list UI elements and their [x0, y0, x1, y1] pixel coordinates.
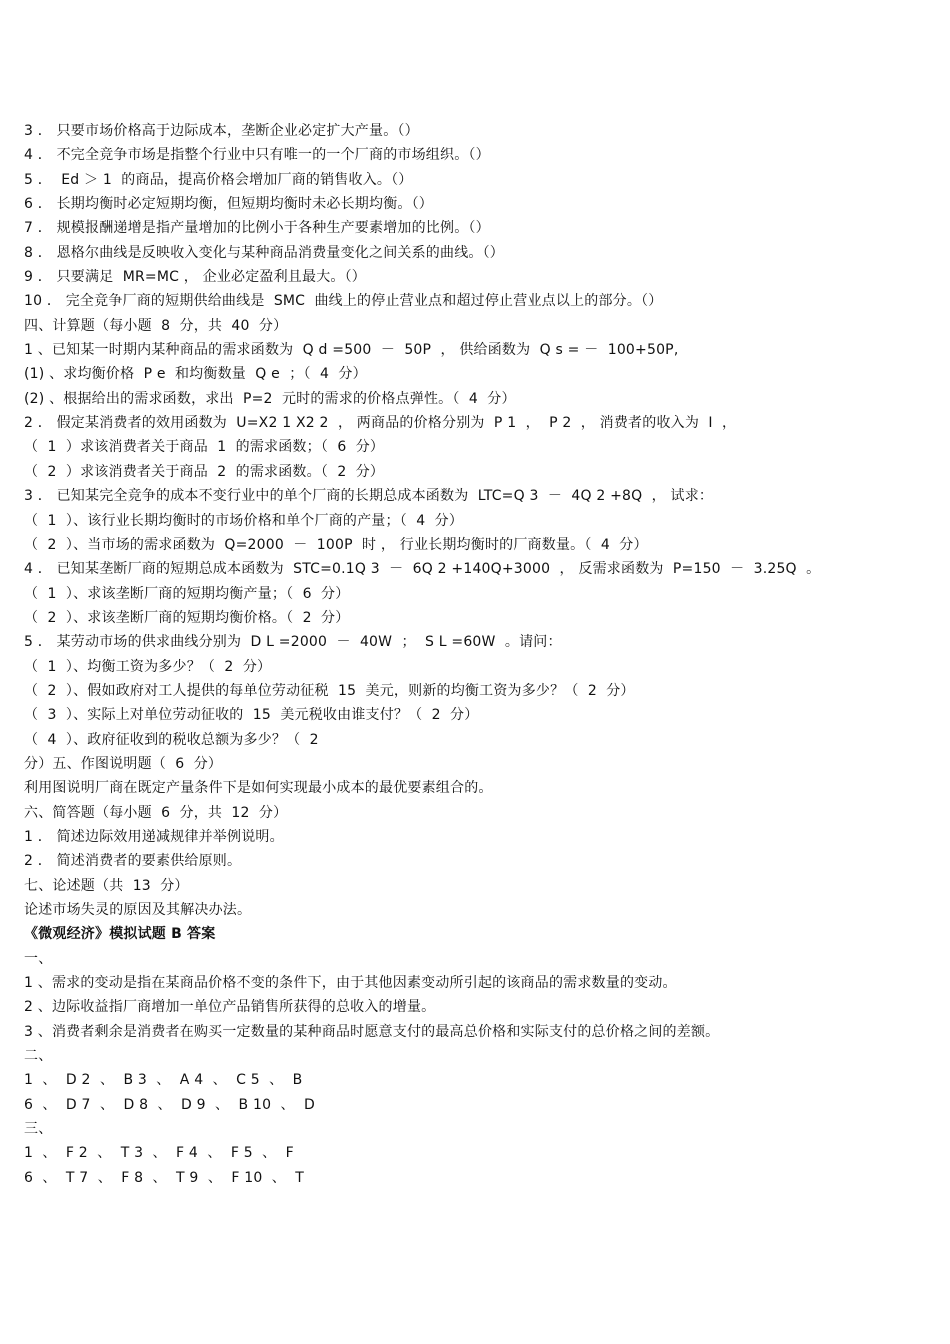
text-line: (2) 、根据给出的需求函数，求出 P=2 元时的需求的价格点弹性。（ 4 分） — [24, 390, 516, 407]
section-heading: 七、论述题（共 13 分） — [24, 877, 189, 894]
text-line: 2 、边际收益指厂商增加一单位产品销售所获得的总收入的增量。 — [24, 999, 436, 1016]
text-line: 4 ． 不完全竞争市场是指整个行业中只有唯一的一个厂商的市场组织。（） — [24, 147, 490, 164]
text-line: 3 、消费者剩余是消费者在购买一定数量的某种商品时愿意支付的最高总价格和实际支付的总价格之间的差额。 — [24, 1023, 720, 1040]
section-heading: 分）五、作图说明题（ 6 分） — [24, 755, 223, 772]
text-line: 3 ． 已知某完全竞争的成本不变行业中的单个厂商的长期总成本函数为 LTC=Q 3 － 4Q 2 +8Q ， 试求： — [24, 488, 714, 505]
text-line: （ 4 ）、政府征收到的税收总额为多少？（ 2 — [24, 731, 319, 748]
answer-title: 《微观经济》模拟试题 B 答案 — [24, 926, 216, 943]
text-line: 6 、 D 7 、 D 8 、 D 9 、 B 10 、 D — [24, 1096, 315, 1113]
text-line: （ 1 ）、求该垄断厂商的短期均衡产量；（ 6 分） — [24, 585, 350, 602]
text-line: 9 ． 只要满足 MR=MC ， 企业必定盈利且最大。（） — [24, 269, 366, 286]
text-line: （ 2 ）求该消费者关于商品 2 的需求函数。（ 2 分） — [24, 463, 385, 480]
text-line: 论述市场失灵的原因及其解决办法。 — [24, 902, 252, 918]
text-line: 3 ． 只要市场价格高于边际成本，垄断企业必定扩大产量。（） — [24, 123, 419, 139]
section-heading: 一、 — [24, 950, 53, 967]
text-line: 1 、 F 2 、 T 3 、 F 4 、 F 5 、 F — [24, 1145, 294, 1162]
section-heading: 六、简答题（每小题 6 分，共 12 分） — [24, 804, 288, 821]
text-line: 6 、 T 7 、 F 8 、 T 9 、 F 10 、 T — [24, 1169, 305, 1186]
text-line: （ 1 ）、均衡工资为多少？（ 2 分） — [24, 658, 272, 675]
text-line: 10 ． 完全竞争厂商的短期供给曲线是 SMC 曲线上的停止营业点和超过停止营业点以上的部分。（） — [24, 293, 663, 310]
section-heading: 三、 — [24, 1121, 53, 1138]
text-line: （ 2 ）、假如政府对工人提供的每单位劳动征税 15 美元，则新的均衡工资为多少？（ 2 分） — [24, 682, 635, 699]
text-line: 5 ． Ed ＞ 1 的商品，提高价格会增加厂商的销售收入。（） — [24, 171, 413, 188]
text-line: 6 ． 长期均衡时必定短期均衡，但短期均衡时未必长期均衡。（） — [24, 196, 434, 213]
text-line: 2 ． 简述消费者的要素供给原则。 — [24, 853, 242, 870]
text-line: （ 3 ）、实际上对单位劳动征收的 15 美元税收由谁支付？（ 2 分） — [24, 707, 479, 724]
document-page — [24, 119, 924, 1190]
text-line: 4 ． 已知某垄断厂商的短期总成本函数为 STC=0.1Q 3 － 6Q 2 +140Q+3000 ， 反需求函数为 P=150 － 3.25Q 。 — [24, 561, 821, 578]
text-line: （ 2 ）、当市场的需求函数为 Q=2000 － 100P 时 ， 行业长期均衡时的厂商数量。（ 4 分） — [24, 536, 648, 553]
text-line: （ 1 ）、该行业长期均衡时的市场价格和单个厂商的产量；（ 4 分） — [24, 512, 464, 529]
text-line: 1 、已知某一时期内某种商品的需求函数为 Q d =500 － 50P ， 供给函数为 Q s = － 100+50P, — [24, 342, 679, 359]
text-line: （ 1 ）求该消费者关于商品 1 的需求函数；（ 6 分） — [24, 439, 385, 456]
text-line: （ 2 ）、求该垄断厂商的短期均衡价格。（ 2 分） — [24, 609, 350, 626]
text-line: 1 、需求的变动是指在某商品价格不变的条件下，由于其他因素变动所引起的该商品的需求数量的变动。 — [24, 975, 677, 992]
text-line: 8 ． 恩格尔曲线是反映收入变化与某种商品消费量变化之间关系的曲线。（） — [24, 244, 505, 261]
section-heading: 二、 — [24, 1048, 53, 1065]
text-line: 5 ． 某劳动市场的供求曲线分别为 D L =2000 － 40W ； S L =60W 。请问： — [24, 634, 562, 651]
text-line: 1 、 D 2 、 B 3 、 A 4 、 C 5 、 B — [24, 1072, 303, 1089]
text-line: 利用图说明厂商在既定产量条件下是如何实现最小成本的最优要素组合的。 — [24, 780, 493, 797]
text-line: 7 ． 规模报酬递增是指产量增加的比例小于各种生产要素增加的比例。（） — [24, 220, 490, 237]
text-line: 2 ． 假定某消费者的效用函数为 U=X2 1 X2 2 ， 两商品的价格分别为 P 1 ， P 2 ， 消费者的收入为 I ， — [24, 415, 737, 432]
text-line: 1 ． 简述边际效用递减规律并举例说明。 — [24, 828, 284, 845]
text-line: (1) 、求均衡价格 P e 和均衡数量 Q e ；（ 4 分） — [24, 366, 367, 383]
section-heading: 四、计算题（每小题 8 分，共 40 分） — [24, 317, 288, 334]
